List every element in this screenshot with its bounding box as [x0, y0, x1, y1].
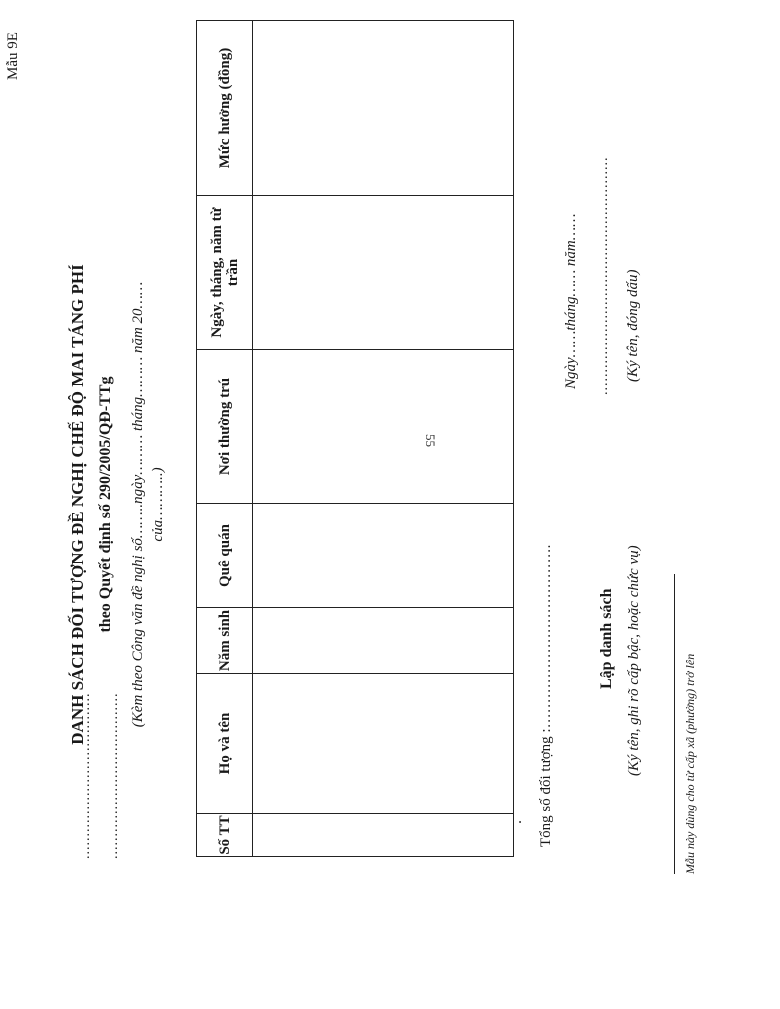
signer-title-line: .....................................................: [596, 156, 611, 395]
footnote-divider: [674, 574, 675, 874]
beneficiary-table: [196, 20, 514, 857]
signature-note: (Ký tên, đóng dấu): [625, 269, 641, 382]
table-header-row: [197, 21, 253, 857]
document-title: DANH SÁCH ĐỐI TƯỢNG ĐỀ NGHỊ CHẾ ĐỘ MAI TÁNG PHÍ: [68, 264, 87, 745]
header-hometown: Quê quán: [197, 504, 253, 608]
total-count-line: Tổng số đối tượng :……………………………….: [538, 544, 554, 847]
table-cell[interactable]: [253, 814, 514, 857]
header-birth-year: Năm sinh: [197, 608, 253, 674]
table-cell[interactable]: [253, 21, 514, 196]
agency-name-line-2: .....................................: [106, 692, 121, 859]
stray-dot: .: [508, 820, 525, 824]
header-stt: Số TT: [197, 814, 253, 857]
prepared-by-title: Lập danh sách: [598, 588, 615, 689]
table-cell[interactable]: [253, 674, 514, 814]
document-subtitle: theo Quyết định số 290/2005/QĐ-TTg: [97, 376, 114, 633]
table-cell[interactable]: [253, 350, 514, 504]
page-number: 55: [423, 434, 438, 447]
header-residence: Nơi thường trú: [197, 350, 253, 504]
agency-name-line-1: .....................................: [78, 692, 93, 859]
date-line: Ngày……tháng…… năm……: [563, 213, 579, 389]
table-cell[interactable]: [253, 504, 514, 608]
table-cell[interactable]: [253, 608, 514, 674]
table-row: [253, 21, 514, 857]
footnote: Mẫu này dùng cho từ cấp xã (phường) trở lên: [683, 653, 697, 874]
header-death-date: Ngày, tháng, năm từ trần: [197, 196, 253, 350]
header-benefit-amount: Mức hưởng (đồng): [197, 21, 253, 196]
prepared-by-note: (Ký tên, ghi rõ cấp bậc, hoặc chức vụ): [626, 545, 642, 776]
form-code: Mẫu 9E: [5, 32, 21, 80]
reference-line-1: (Kèm theo Công văn đề nghị số……..ngày……… tháng……… năm 20……: [130, 281, 146, 728]
table-cell[interactable]: [253, 196, 514, 350]
reference-line-2: của………..): [150, 467, 166, 542]
header-full-name: Họ và tên: [197, 674, 253, 814]
